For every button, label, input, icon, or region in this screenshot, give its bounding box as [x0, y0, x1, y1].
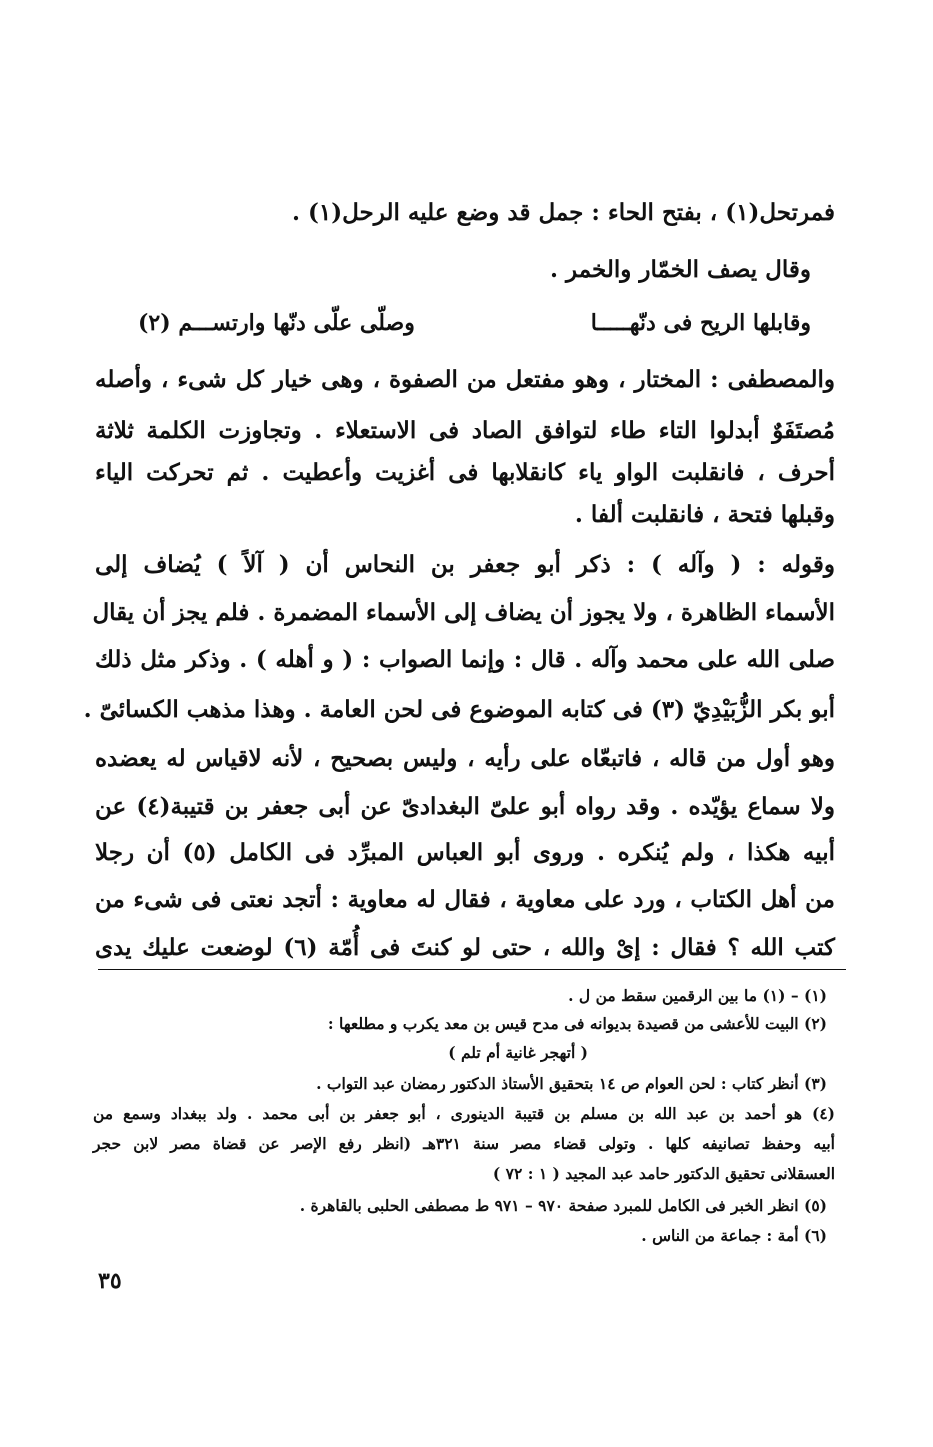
footnote-5: (٥) انظر الخبر فى الكامل للمبرد صفحة ٩٧٠ – ٩٧١ ط مصطفى الحلبى بالقاهرة .	[299, 1196, 827, 1215]
page-number: ٣٥	[98, 1268, 122, 1294]
text-line: أبيه هكذا ، ولم يُنكره . وروى أبو العباس المبرِّد فى الكامل (٥) أن رجلا	[95, 839, 835, 866]
verse-first-hemistich: وقابلها الريح فى دنّهـــــا	[590, 310, 811, 336]
footnote-1: (١) – (١) ما بين الرقمين سقط من ل .	[568, 986, 827, 1005]
text-line: أحرف ، فانقلبت الواو ياء كانقلابها فى أغزيت وأعطيت . ثم تحركت الياء	[95, 459, 835, 486]
text-line: وقبلها فتحة ، فانقلبت ألفا .	[574, 501, 835, 528]
text-line: الأسماء الظاهرة ، ولا يجوز أن يضاف إلى الأسماء المضمرة . فلم يجز أن يقال	[92, 599, 835, 626]
text-line: وقال يصف الخمّار والخمر .	[549, 256, 811, 283]
text-line: كتب الله ؟ فقال : إىْ والله ، حتى لو كنتَ فى أُمّة (٦) لوضعت عليك يدى	[95, 934, 835, 961]
footnote-4-line: (٤) هو أحمد بن عبد الله بن مسلم بن قتيبة الدينورى ، أبو جعفر بن أبى محمد . ولد ببغداد وسمع من	[93, 1104, 835, 1123]
text-line: وقوله : ( وآله ) : ذكر أبو جعفر بن النحاس أن ( آلاً ) يُضاف إلى	[95, 551, 835, 578]
text-line: صلى الله على محمد وآله . قال : وإنما الصواب : ( و أهله ) . وذكر مثل ذلك	[95, 646, 835, 673]
footnote-2-verse: ( أتهجر غانية أم تلم )	[448, 1043, 588, 1062]
verse-second-hemistich: وصلّى علّى دنّها وارتســـم (٢)	[138, 310, 415, 336]
text-line: من أهل الكتاب ، ورد على معاوية ، فقال له معاوية : أتجد نعتى فى شىء من	[95, 886, 835, 913]
footnote-4-line: أبيه وحفظ تصانيفه كلها . وتولى قضاء مصر سنة ٣٢١هـ (انظر رفع الإصر عن قضاة مصر لابن حجر	[93, 1134, 835, 1153]
footnote-2: (٢) البيت للأعشى من قصيدة بديوانه فى مدح قيس بن معد يكرب و مطلعها :	[327, 1014, 827, 1033]
text-line: أبو بكر الزُّبَيْدِيّ (٣) فى كتابه الموضوع فى لحن العامة . وهذا مذهب الكسائىّ .	[83, 696, 835, 723]
footnote-4-line: العسقلانى تحقيق الدكتور حامد عبد المجيد ( ١ : ٧٢ )	[492, 1164, 835, 1183]
footnote-3: (٣) أنظر كتاب : لحن العوام ص ١٤ بتحقيق الأستاذ الدكتور رمضان عبد التواب .	[316, 1074, 827, 1093]
text-line: وهو أول من قاله ، فاتبعّاه على رأيه ، وليس بصحيح ، لأنه لاقياس له يعضده	[95, 745, 835, 772]
text-line: ولا سماع يؤيّده . وقد رواه أبو علىّ البغدادىّ عن أبى جعفر بن قتيبة(٤) عن	[95, 793, 836, 820]
text-line: والمصطفى : المختار ، وهو مفتعل من الصفوة ، وهى خيار كل شىء ، وأصله	[95, 366, 835, 393]
text-line: مُصتَفَوٌ أبدلوا التاء طاء لتوافق الصاد فى الاستعلاء . وتجاوزت الكلمة ثلاثة	[95, 417, 835, 444]
footnote-separator	[98, 969, 846, 970]
footnote-6: (٦) أمة : جماعة من الناس .	[641, 1226, 827, 1245]
text-line: فمرتحل(١) ، بفتح الحاء : جمل قد وضع عليه الرحل(١) .	[291, 199, 835, 226]
